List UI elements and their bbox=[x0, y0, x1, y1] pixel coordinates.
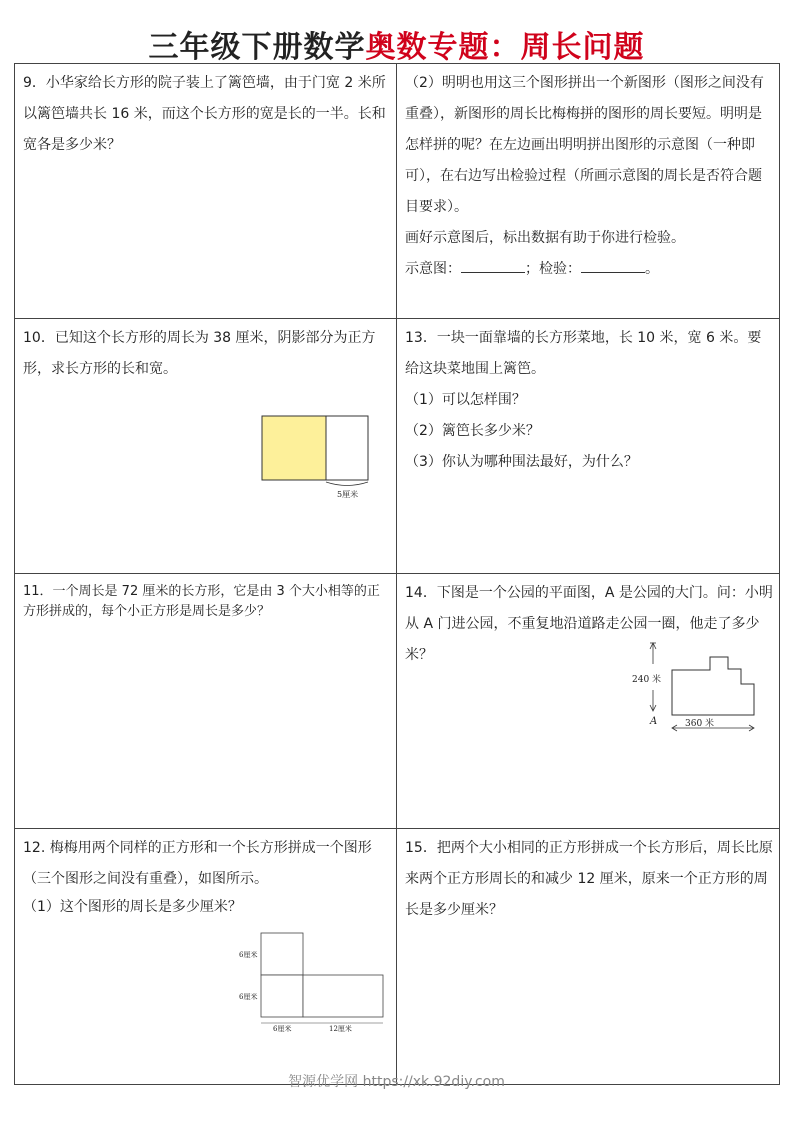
question-12-part2-hint: 画好示意图后，标出数据有助于你进行检验。 bbox=[405, 230, 685, 246]
question-12-figure bbox=[237, 929, 387, 1037]
question-13-sub1: （1）可以怎样围？ bbox=[405, 392, 526, 408]
figure-label-bottom-right: 12厘米 bbox=[329, 1025, 352, 1033]
diagram-label: 示意图： bbox=[405, 261, 461, 277]
question-11-text: 11．一个周长是 72 厘米的长方形，它是由 3 个大小相等的正方形拼成的，每个小正方形是周长是多少？ bbox=[23, 584, 380, 619]
question-12-part2-text: （2）明明也用这三个图形拼出一个新图形（图形之间没有重叠），新图形的周长比梅梅拼的图形的周长要短。明明是怎样拼的呢？在左边画出明明拼出图形的示意图（一种即可），在右边写出检验过程（所画示意图的周长是否符合题目要求）。 bbox=[405, 75, 764, 215]
question-13-text: 13．一块一面靠墙的长方形菜地，长 10 米，宽 6 米。要给这块菜地围上篱笆。 bbox=[405, 330, 762, 377]
question-11 bbox=[15, 574, 397, 829]
question-15 bbox=[397, 829, 780, 1085]
figure-label-bottom-left: 6厘米 bbox=[273, 1025, 292, 1033]
title-red: 奥数专题：周长问题 bbox=[365, 30, 645, 65]
question-12 bbox=[15, 829, 397, 1085]
figure-label-top: 6厘米 bbox=[239, 951, 258, 959]
top-square bbox=[261, 933, 303, 975]
question-12-text: 12. 梅梅用两个同样的正方形和一个长方形拼成一个图形（三个图形之间没有重叠），如图所示。 bbox=[23, 840, 372, 887]
shaded-square bbox=[262, 416, 326, 480]
park-outline bbox=[672, 657, 754, 715]
question-10-figure bbox=[261, 415, 373, 507]
fill-end: 。 bbox=[645, 261, 659, 277]
question-10-text: 10．已知这个长方形的周长为 38 厘米，阴影部分为正方形，求长方形的长和宽。 bbox=[23, 330, 376, 377]
bottom-square bbox=[261, 975, 303, 1017]
question-13-sub3: （3）你认为哪种围法最好，为什么？ bbox=[405, 454, 638, 470]
question-14-figure bbox=[629, 638, 774, 742]
question-12-part2-fill bbox=[405, 254, 773, 285]
long-rectangle bbox=[303, 975, 383, 1017]
width-brace bbox=[326, 482, 368, 486]
question-14-text: 14．下图是一个公园的平面图，A 是公园的大门。问：小明从 A 门进公园，不重复地沿道路走公园一圈，他走了多少米？ bbox=[405, 585, 773, 663]
question-12-part2 bbox=[397, 64, 780, 319]
gate-label: A bbox=[650, 716, 658, 727]
watermark-footer: 智源优学网 https://xk.92diy.com bbox=[288, 1074, 505, 1090]
question-grid bbox=[14, 63, 780, 1085]
question-9-text: 9．小华家给长方形的院子装上了篱笆墙，由于门宽 2 米所以篱笆墙共长 16 米，而这个长方形的宽是长的一半。长和宽各是多少米？ bbox=[23, 75, 386, 153]
figure-label-240: 240 米 bbox=[632, 675, 662, 685]
question-12-sub1: （1）这个图形的周长是多少厘米？ bbox=[23, 899, 242, 915]
question-10 bbox=[15, 319, 397, 574]
page-title bbox=[0, 22, 793, 66]
check-blank[interactable] bbox=[581, 258, 645, 273]
title-black: 三年级下册数学 bbox=[148, 30, 366, 65]
figure-label-360: 360 米 bbox=[685, 719, 715, 729]
question-15-text: 15．把两个大小相同的正方形拼成一个长方形后，周长比原来两个正方形周长的和减少 12 厘米，原来一个正方形的周长是多少厘米？ bbox=[405, 840, 773, 918]
check-label: ；检验： bbox=[525, 261, 581, 277]
question-13-sub2: （2）篱笆长多少米？ bbox=[405, 423, 540, 439]
figure-label-left: 6厘米 bbox=[239, 993, 258, 1001]
figure-label-5cm: 5厘米 bbox=[337, 490, 359, 499]
diagram-blank[interactable] bbox=[461, 258, 525, 273]
question-13 bbox=[397, 319, 780, 574]
question-14 bbox=[397, 574, 780, 829]
white-rectangle bbox=[326, 416, 368, 480]
question-9 bbox=[15, 64, 397, 319]
